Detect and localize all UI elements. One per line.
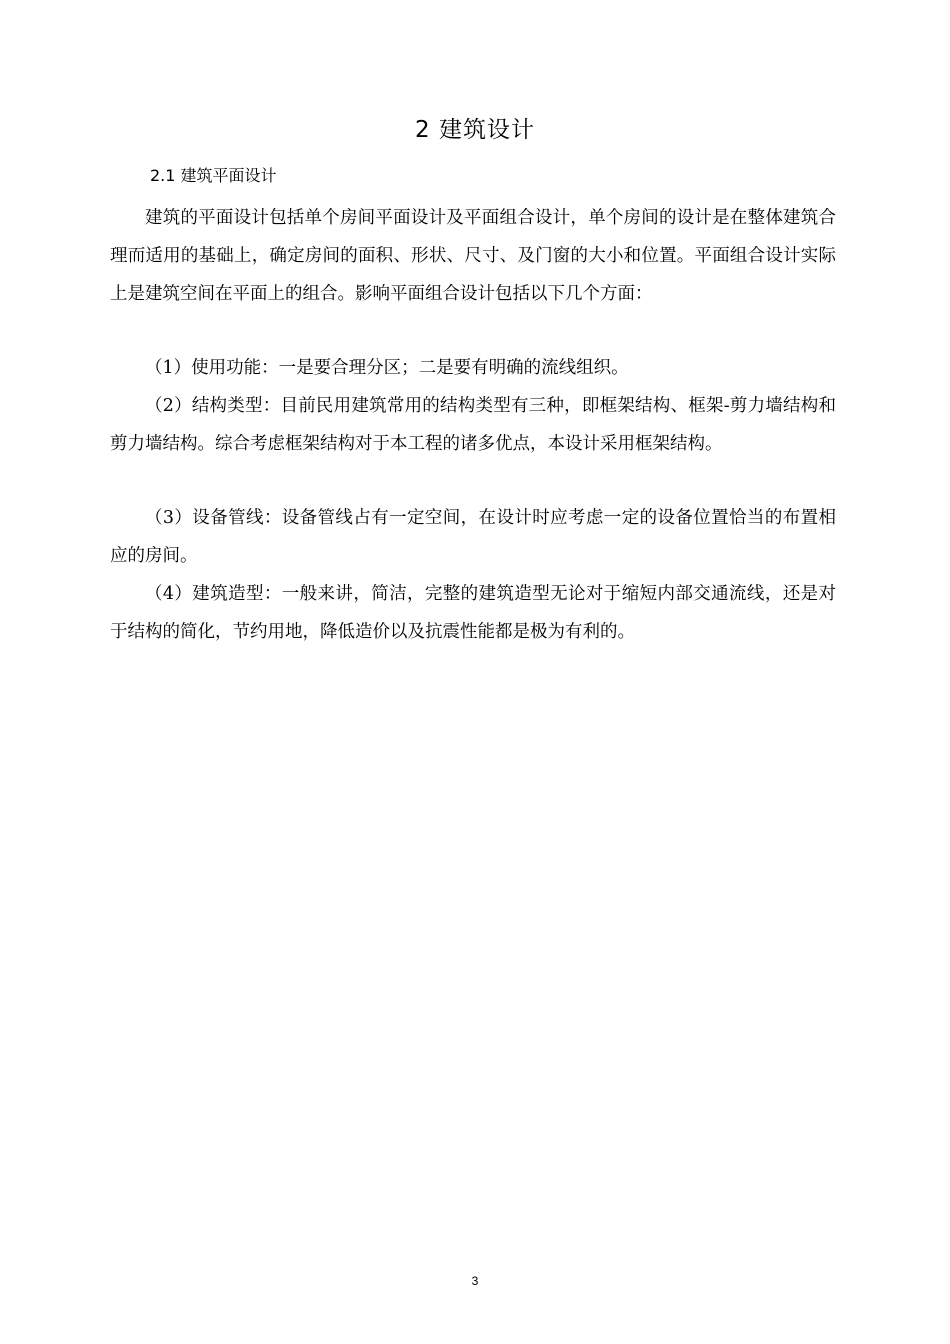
paragraph-structure: （2）结构类型：目前民用建筑常用的结构类型有三种，即框架结构、框架-剪力墙结构和剪力墙结构。综合考虑框架结构对于本工程的诸多优点，本设计采用框架结构。 (110, 396, 836, 454)
chapter-title: 2 建筑设计 (415, 117, 535, 143)
page-number: 3 (471, 1274, 479, 1288)
paragraph-form: （4）建筑造型：一般来讲，简洁，完整的建筑造型无论对于缩短内部交通流线，还是对于结构的简化，节约用地，降低造价以及抗震性能都是极为有利的。 (110, 584, 836, 642)
paragraph-equipment: （3）设备管线：设备管线占有一定空间，在设计时应考虑一定的设备位置恰当的布置相应的房间。 (110, 508, 836, 566)
paragraph-intro: 建筑的平面设计包括单个房间平面设计及平面组合设计，单个房间的设计是在整体建筑合理而适用的基础上，确定房间的面积、形状、尺寸、及门窗的大小和位置。平面组合设计实际上是建筑空间在平面上的组合。影响平面组合设计包括以下几个方面： (110, 208, 836, 304)
paragraph-function: （1）使用功能：一是要合理分区；二是要有明确的流线组织。 (145, 358, 629, 378)
section-heading: 2.1 建筑平面设计 (150, 166, 277, 185)
